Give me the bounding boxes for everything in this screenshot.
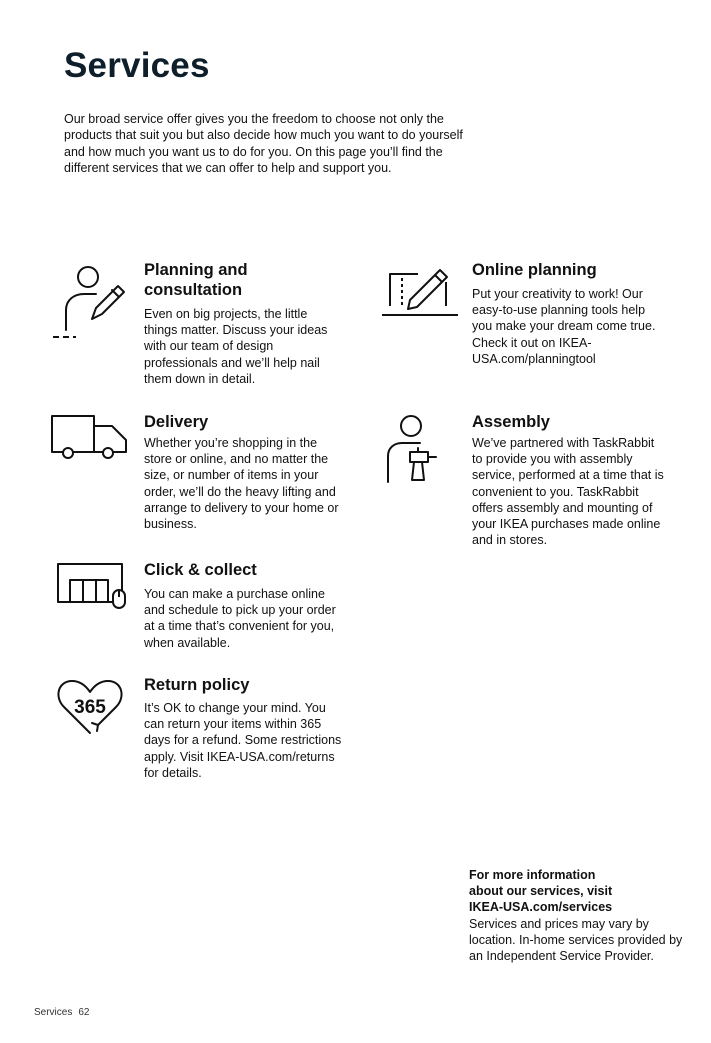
service-description: Put your creativity to work! Our easy-to-use planning tools help you make your dream come true. Check it out on IKEA-USA.com/planningtool [472, 287, 656, 366]
service-title: Return policy [144, 676, 250, 694]
service-assembly [380, 410, 680, 550]
more-info-heading-line: For more information [469, 868, 596, 882]
service-return-policy [50, 675, 360, 785]
service-title: Delivery [144, 413, 209, 431]
intro-paragraph: Our broad service offer gives you the freedom to choose not only the products that suit you but also decide how much you want to do yourself and how much you want us to do for you. On this page you’ll find the different services that we can offer to help and support you. [64, 112, 463, 176]
planning-board-pencil-icon [380, 258, 460, 323]
more-info-block [469, 867, 684, 964]
page-footer [34, 1007, 89, 1018]
person-drill-icon [380, 410, 460, 490]
footer-section-name: Services [34, 1007, 73, 1018]
service-delivery [50, 410, 350, 540]
service-planning-consultation [50, 258, 350, 388]
service-description: You can make a purchase online and schedule to pick up your order at a time that’s convenient for you, when available. [144, 587, 336, 650]
more-info-heading-line: about our services, visit [469, 884, 613, 899]
more-info-link[interactable]: IKEA-USA.com/services [469, 900, 613, 915]
store-mouse-icon [50, 560, 130, 615]
service-title: Click & collect [144, 561, 257, 579]
person-pencil-icon [50, 258, 130, 343]
service-click-collect [50, 560, 350, 660]
heart-365-label: 365 [74, 697, 106, 718]
service-online-planning [380, 258, 680, 368]
service-description: We’ve partnered with TaskRabbit to provide you with assembly service, performed at a time that is convenient to you. TaskRabbit offers assembly and mounting of your IKEA purchases made online and in stores. [472, 436, 664, 548]
delivery-truck-icon [50, 410, 130, 465]
service-title: Online planning [472, 261, 597, 279]
heart-365-icon [50, 675, 130, 745]
service-title: Planning and consultation [144, 261, 248, 299]
service-title: Assembly [472, 413, 550, 431]
service-description: Even on big projects, the little things matter. Discuss your ideas with our team of design professionals and we’ll help nail them down in detail. [144, 307, 328, 386]
footer-page-number: 62 [78, 1007, 90, 1018]
page-title: Services [64, 46, 210, 85]
service-description: It’s OK to change your mind. You can return your items within 365 days for a refund. Some restrictions apply. Visit IKEA-USA.com/returns for details. [144, 701, 342, 780]
more-info-note: Services and prices may vary by location. In-home services provided by an Independent Service Provider. [469, 916, 683, 964]
service-description: Whether you’re shopping in the store or online, and no matter the size, or number of items in your order, we’ll do the heavy lifting and arrange to delivery to your home or business. [144, 436, 339, 532]
